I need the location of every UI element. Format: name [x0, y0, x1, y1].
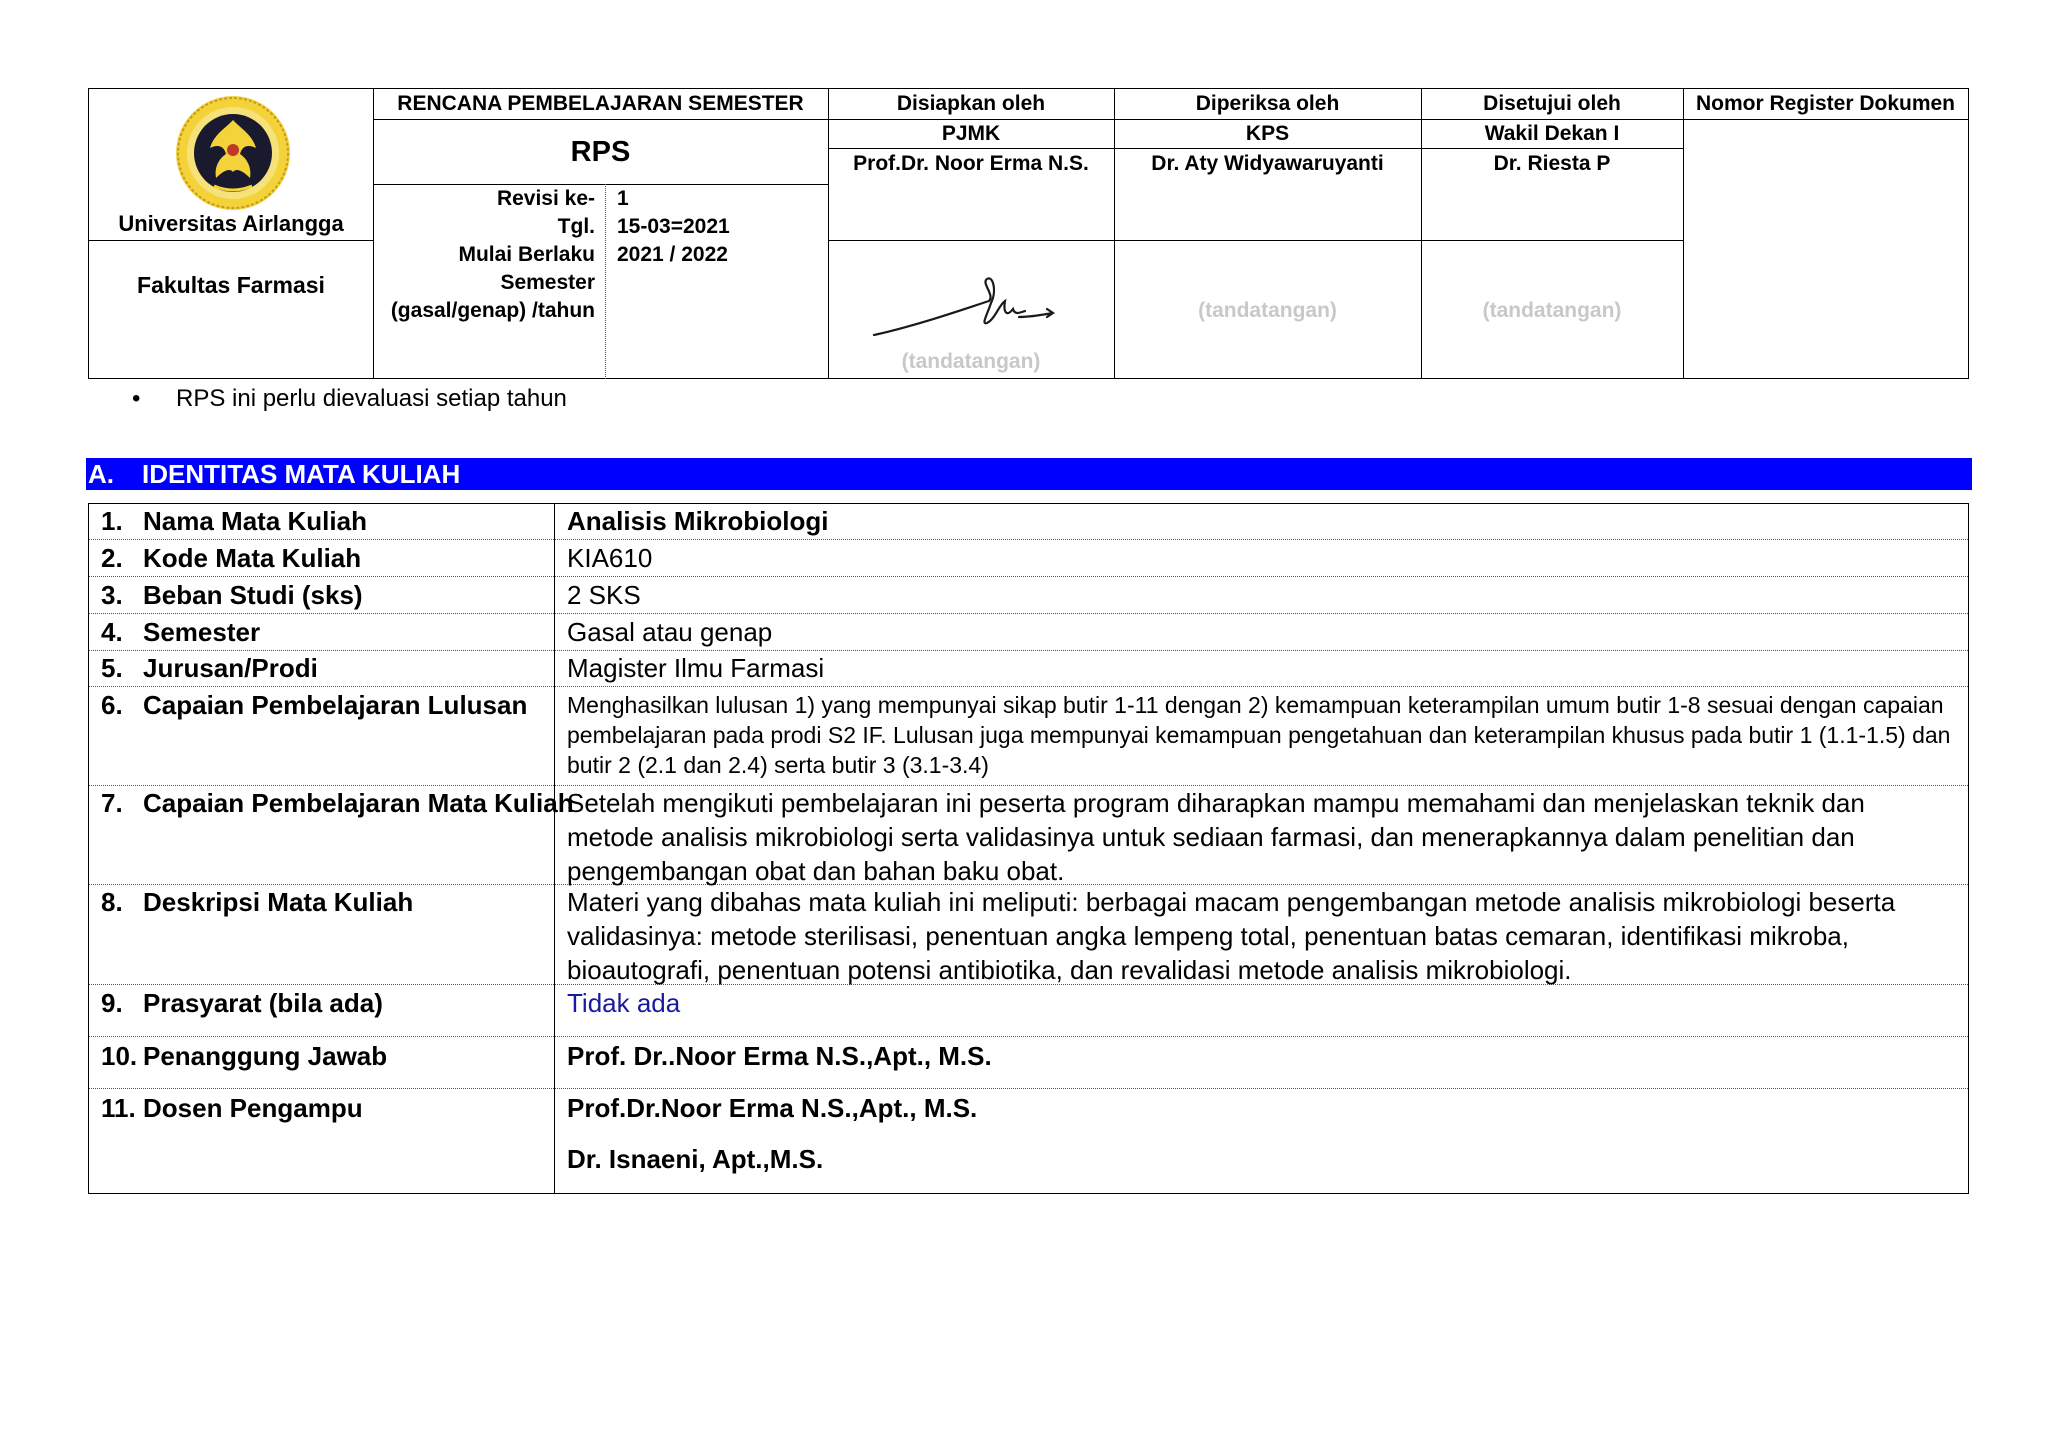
divider — [828, 240, 1683, 241]
approved-by-name: Dr. Riesta P — [1493, 152, 1611, 175]
revision-label: Revisi ke- — [496, 187, 595, 210]
effective-value: 2021 / 2022 — [617, 243, 728, 266]
row-value: Analisis Mikrobiologi — [567, 506, 829, 536]
row-number: 7. — [101, 788, 123, 818]
row-value: Prof.Dr.Noor Erma N.S.,Apt., M.S. — [567, 1093, 978, 1123]
university-logo — [174, 94, 292, 212]
row-value: Prof. Dr..Noor Erma N.S.,Apt., M.S. — [567, 1041, 992, 1071]
register-number-heading: Nomor Register Dokumen — [1695, 92, 1956, 115]
row-label: Deskripsi Mata Kuliah — [143, 887, 414, 917]
row-label: Penanggung Jawab — [143, 1041, 388, 1071]
checked-by-heading: Diperiksa oleh — [1195, 92, 1340, 115]
divider — [828, 119, 1683, 120]
divider — [605, 184, 606, 379]
checked-by-name: Dr. Aty Widyawaruyanti — [1151, 152, 1384, 175]
row-label: Kode Mata Kuliah — [143, 543, 362, 573]
divider — [89, 686, 1968, 687]
row-value: KIA610 — [567, 543, 653, 573]
faculty-name: Fakultas Farmasi — [137, 272, 325, 298]
row-label: Beban Studi (sks) — [143, 580, 363, 610]
checked-by-role: KPS — [1245, 122, 1290, 145]
section-heading — [86, 458, 1972, 490]
row-value: Setelah mengikuti pembelajaran ini peserta program diharapkan mampu memahami dan menjelaskan teknik dan metode analisis mikrobiologi serta validasinya untuk sediaan farmasi, dan menerapkannya dalam penelitian dan pengembangan obat dan bahan baku obat. — [567, 788, 1865, 886]
row-number: 11. — [101, 1093, 136, 1123]
divider — [1683, 89, 1684, 378]
row-number: 1. — [101, 506, 123, 536]
row-number: 6. — [101, 690, 123, 720]
approved-by-heading: Disetujui oleh — [1483, 92, 1621, 115]
divider — [554, 504, 555, 1193]
course-identity-table — [88, 503, 1969, 1194]
row-number: 9. — [101, 988, 123, 1018]
date-label: Tgl. — [557, 215, 595, 238]
row-label: Nama Mata Kuliah — [143, 506, 367, 536]
document-header-table — [88, 88, 1969, 379]
row-number: 2. — [101, 543, 123, 573]
row-value: Materi yang dibahas mata kuliah ini meliputi: berbagai macam pengembangan metode analisis mikrobiologi beserta validasinya: metode sterilisasi, penentuan angka lempeng total, penentuan batas cemaran, identifikasi mikroba, bioautografi, penentuan potensi antibiotika, dan revalidasi metode analisis mikrobiologi. — [567, 887, 1896, 985]
date-value: 15-03=2021 — [617, 215, 730, 238]
prepared-by-heading: Disiapkan oleh — [896, 92, 1046, 115]
section-letter: A. — [88, 459, 114, 489]
effective-label-1: Mulai Berlaku — [458, 243, 595, 266]
divider — [89, 240, 373, 241]
divider — [89, 613, 1968, 614]
signature-image — [869, 269, 1069, 349]
row-number: 10. — [101, 1041, 138, 1071]
row-label: Semester — [143, 617, 261, 647]
row-label: Jurusan/Prodi — [143, 653, 318, 683]
bullet-icon: • — [132, 385, 141, 412]
document-abbreviation: RPS — [570, 136, 631, 168]
university-name: Universitas Airlangga — [118, 211, 344, 236]
divider — [89, 539, 1968, 540]
row-value: Magister Ilmu Farmasi — [567, 653, 825, 683]
row-value-secondary: Dr. Isnaeni, Apt.,M.S. — [567, 1144, 824, 1174]
divider — [89, 1036, 1968, 1037]
row-label: Capaian Pembelajaran Mata Kuliah — [143, 788, 574, 818]
row-number: 3. — [101, 580, 123, 610]
row-number: 4. — [101, 617, 123, 647]
note-text: RPS ini perlu dievaluasi setiap tahun — [176, 385, 567, 412]
divider — [373, 119, 828, 120]
revision-value: 1 — [617, 187, 629, 210]
divider — [1683, 119, 1968, 120]
row-number: 8. — [101, 887, 123, 917]
effective-label-3: (gasal/genap) /tahun — [390, 299, 595, 322]
row-number: 5. — [101, 653, 123, 683]
row-label: Prasyarat (bila ada) — [143, 988, 383, 1018]
row-value: Gasal atau genap — [567, 617, 773, 647]
row-label: Dosen Pengampu — [143, 1093, 363, 1123]
signature-placeholder: (tandatangan) — [1198, 299, 1337, 322]
section-title: IDENTITAS MATA KULIAH — [142, 459, 461, 489]
approved-by-role: Wakil Dekan I — [1484, 122, 1620, 145]
signature-placeholder: (tandatangan) — [1482, 299, 1622, 322]
prepared-by-role: PJMK — [941, 122, 1001, 145]
divider — [828, 148, 1683, 149]
signature-placeholder: (tandatangan) — [901, 350, 1041, 373]
row-value: 2 SKS — [567, 580, 641, 610]
row-label: Capaian Pembelajaran Lulusan — [143, 690, 528, 720]
divider — [89, 576, 1968, 577]
row-value: Menghasilkan lulusan 1) yang mempunyai sikap butir 1-11 dengan 2) kemampuan keterampilan umum butir 1-8 sesuai dengan capaian pembelajaran pada prodi S2 IF. Lulusan juga mempunyai kemampuan pengetahuan dan keterampilan khusus pada butir 1 (1.1-1.5) dan butir 2 (2.1 dan 2.4) serta butir 3 (3.1-3.4) — [567, 692, 1951, 778]
divider — [89, 1088, 1968, 1089]
row-value: Tidak ada — [567, 988, 681, 1018]
prepared-by-name: Prof.Dr. Noor Erma N.S. — [853, 152, 1089, 175]
document-title: RENCANA PEMBELAJARAN SEMESTER — [397, 92, 804, 115]
effective-label-2: Semester — [500, 271, 595, 294]
